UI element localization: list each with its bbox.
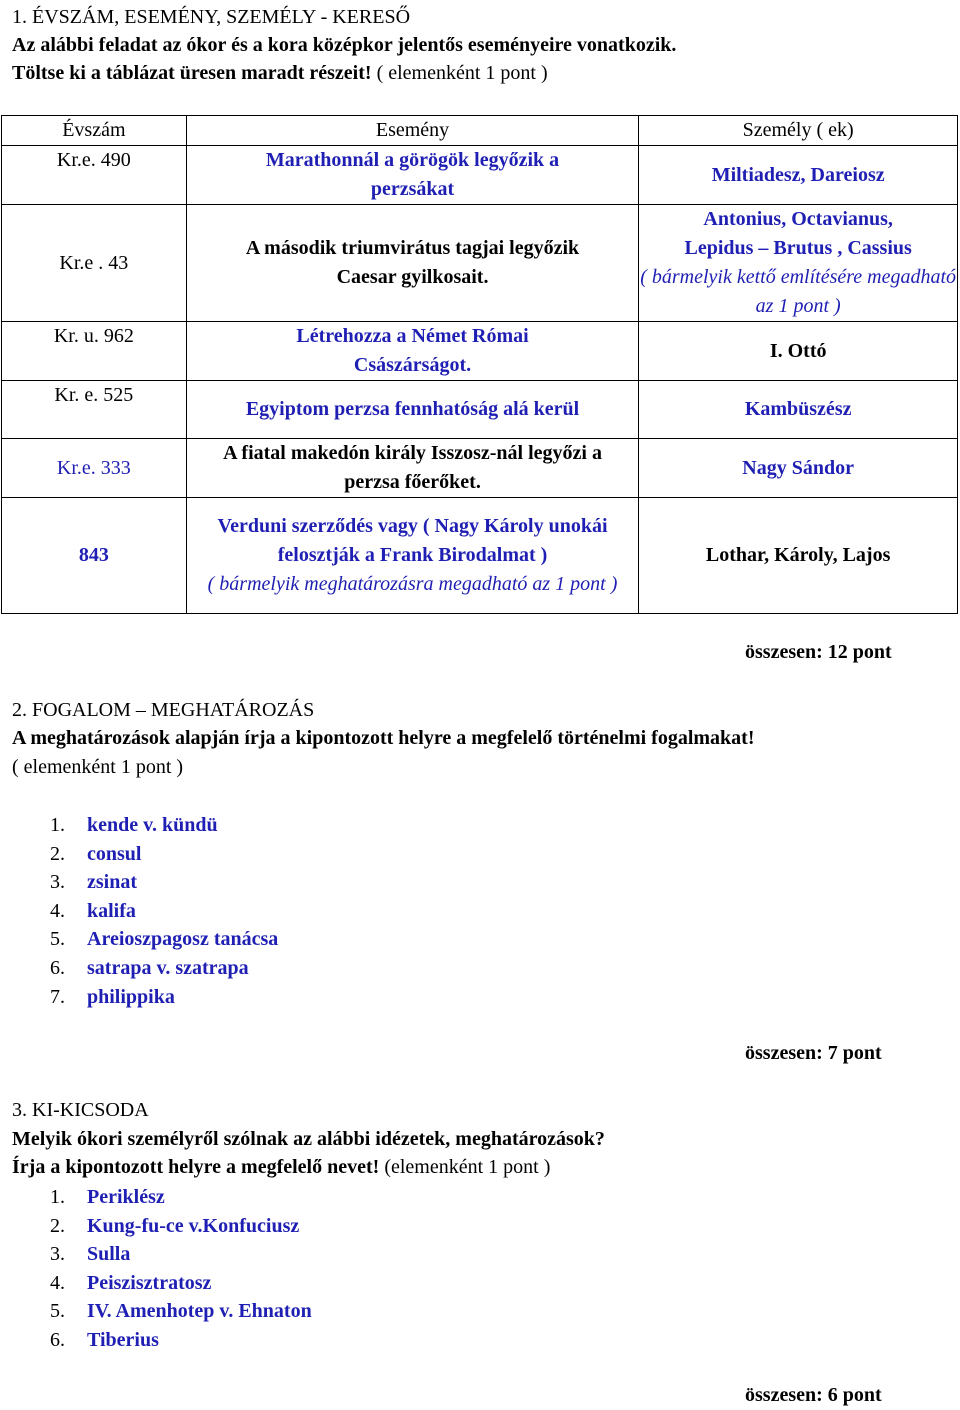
- event-cell: A fiatal makedón király Isszosz-nál legyőzi a perzsa főerőket.: [186, 439, 639, 498]
- list-item: 7. philippika: [50, 985, 175, 1008]
- list-item: 2. Kung-fu-ce v.Konfuciusz: [50, 1214, 300, 1237]
- person-cell: [639, 205, 958, 322]
- section3-title: 3. KI-KICSODA: [12, 1099, 149, 1121]
- table-row: [2, 381, 958, 439]
- answer-text: zsinat: [87, 871, 137, 894]
- event-cell: Egyiptom perzsa fennhatóság alá kerül: [186, 381, 639, 439]
- answer-text: consul: [87, 842, 142, 865]
- section2-points: ( elemenként 1 pont ): [12, 756, 184, 778]
- year-cell: Kr. e. 525: [2, 381, 187, 439]
- list-item: 4. kalifa: [50, 899, 136, 922]
- year-cell: Kr.e . 43: [2, 205, 187, 322]
- person-cell: Kambüszész: [639, 381, 958, 439]
- answer-text: Kung-fu-ce v.Konfuciusz: [87, 1214, 300, 1237]
- answer-text: Tiberius: [87, 1328, 159, 1351]
- answer-text: kende v. kündü: [87, 814, 218, 836]
- table-header-row: [2, 116, 958, 146]
- section1-points: ( elemenként 1 pont ): [371, 62, 548, 84]
- section1-instruction: [12, 61, 548, 85]
- section2-total: összesen: 7 pont: [745, 1042, 882, 1064]
- concept-list: [50, 811, 278, 1011]
- list-item: 1. kende v. kündü: [50, 814, 218, 836]
- answer-text: Sulla: [87, 1243, 131, 1266]
- list-item: 6. satrapa v. szatrapa: [50, 956, 249, 979]
- answer-text: Peiszisztratosz: [87, 1271, 212, 1294]
- answer-text: philippika: [87, 985, 175, 1008]
- list-item: 5. Areioszpagosz tanácsa: [50, 928, 279, 951]
- events-table: [1, 115, 958, 614]
- answer-text: IV. Amenhotep v. Ehnaton: [87, 1300, 312, 1323]
- section1-total: összesen: 12 pont: [745, 641, 892, 663]
- section3-points: (elemenként 1 pont ): [379, 1156, 551, 1178]
- year-cell: Kr. u. 962: [2, 322, 187, 381]
- person-answer: Antonius, Octavianus, Lepidus – Brutus , Cassius: [684, 208, 912, 259]
- person-cell: Miltiadesz, Dareiosz: [639, 146, 958, 205]
- person-list: [50, 1183, 312, 1355]
- answer-text: satrapa v. szatrapa: [87, 956, 249, 979]
- section1-title: 1. ÉVSZÁM, ESEMÉNY, SZEMÉLY - KERESŐ: [12, 6, 411, 28]
- header-event: Esemény: [186, 116, 639, 146]
- list-item: 3. Sulla: [50, 1243, 131, 1266]
- section1-instruction-bold: Töltse ki a táblázat üresen maradt részeit!: [12, 62, 372, 84]
- event-cell: A második triumvirátus tagjai legyőzik Caesar gyilkosait.: [186, 205, 639, 322]
- section3-instruction2: [12, 1155, 550, 1179]
- table-row: [2, 498, 958, 614]
- event-answer: Verduni szerződés vagy ( Nagy Károly unokái felosztják a Frank Birodalmat ): [217, 515, 608, 566]
- header-person: Személy ( ek): [639, 116, 958, 146]
- answer-text: kalifa: [87, 899, 136, 922]
- event-cell: Létrehozza a Német Római Császárságot.: [186, 322, 639, 381]
- list-item: 6. Tiberius: [50, 1328, 159, 1351]
- header-year: Évszám: [2, 116, 187, 146]
- year-cell: Kr.e. 490: [2, 146, 187, 205]
- answer-text: Areioszpagosz tanácsa: [87, 928, 279, 951]
- section3-total: összesen: 6 pont: [745, 1384, 882, 1406]
- table-row: [2, 322, 958, 381]
- event-note: ( bármelyik meghatározásra megadható az 1 pont ): [207, 573, 618, 595]
- list-item: 5. IV. Amenhotep v. Ehnaton: [50, 1300, 312, 1323]
- list-item: 4. Peiszisztratosz: [50, 1271, 212, 1294]
- person-note: ( bármelyik kettő említésére megadható az 1 pont ): [640, 266, 957, 317]
- section2-title: 2. FOGALOM – MEGHATÁROZÁS: [12, 699, 315, 721]
- person-cell: Lothar, Károly, Lajos: [639, 498, 958, 614]
- section3-instruction: Melyik ókori személyről szólnak az alábbi idézetek, meghatározások?: [12, 1128, 605, 1150]
- year-cell: 843: [2, 498, 187, 614]
- list-item: 2. consul: [50, 842, 142, 865]
- event-cell: Marathonnál a görögök legyőzik a perzsákat: [186, 146, 639, 205]
- section2-instruction: A meghatározások alapján írja a kipontozott helyre a megfelelő történelmi fogalmakat!: [12, 727, 755, 749]
- answer-text: Periklész: [87, 1186, 165, 1208]
- table-row: [2, 205, 958, 322]
- year-cell: Kr.e. 333: [2, 439, 187, 498]
- table-row: [2, 439, 958, 498]
- table-row: [2, 146, 958, 205]
- section1-intro: Az alábbi feladat az ókor és a kora középkor jelentős eseményeire vonatkozik.: [12, 34, 677, 56]
- section3-instruction2-bold: Írja a kipontozott helyre a megfelelő nevet!: [12, 1156, 380, 1178]
- person-cell: I. Ottó: [639, 322, 958, 381]
- person-cell: Nagy Sándor: [639, 439, 958, 498]
- event-cell: [186, 498, 639, 614]
- list-item: 3. zsinat: [50, 871, 137, 894]
- list-item: 1. Periklész: [50, 1186, 165, 1208]
